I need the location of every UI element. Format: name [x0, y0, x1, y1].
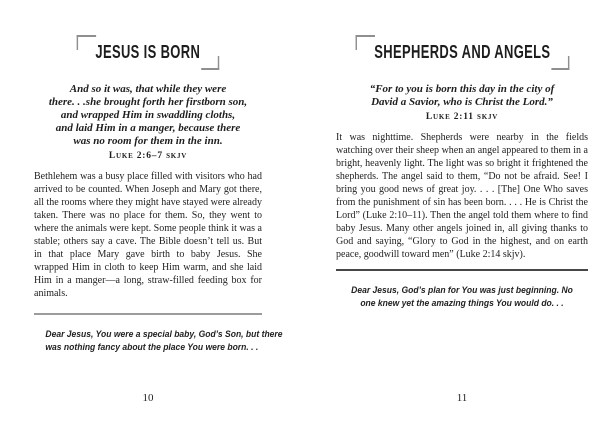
- chapter-title: [96, 42, 201, 62]
- divider-rule: [336, 269, 588, 271]
- prayer-line: Dear Jesus, God’s plan for You was just beginning. No: [351, 285, 573, 296]
- book-page-left: [34, 0, 283, 432]
- scripture-quote-line: there. . .she brought forth her firstborn son,: [48, 96, 248, 108]
- scripture-quote-line: was no room for them in the inn.: [73, 135, 223, 147]
- page-number: 11: [456, 392, 468, 404]
- prayer-text: [45, 328, 283, 354]
- prayer-line: was nothing fancy about the place You were born. . .: [45, 342, 259, 353]
- divider-rule: [34, 313, 262, 315]
- scripture-quote-line: “For to you is born this day in the city of: [369, 83, 555, 95]
- prayer-text: [349, 284, 576, 310]
- chapter-title-row: [336, 42, 588, 63]
- chapter-title-row: [34, 42, 262, 63]
- corner-bracket-top-left-icon: [77, 35, 96, 50]
- scripture-quote-line: and laid Him in a manger, because there: [55, 122, 241, 134]
- scripture-quote: [34, 83, 262, 148]
- prayer-line: Dear Jesus, You were a special baby, God’s Son, but there: [45, 329, 283, 340]
- scripture-quote-line: And so it was, that while they were: [69, 83, 227, 95]
- prayer-line: one knew yet the amazing things You would do. . .: [360, 298, 564, 309]
- chapter-title-text: SHEPHERDS AND ANGELS: [373, 42, 551, 62]
- chapter-title-text: JESUS IS BORN: [95, 42, 201, 62]
- book-page-right: [336, 0, 588, 432]
- chapter-title: [374, 42, 550, 62]
- scripture-quote: [336, 83, 588, 109]
- scripture-reference: Luke 2:6–7 skjv: [108, 151, 188, 161]
- corner-bracket-bottom-right-icon: [551, 56, 569, 70]
- corner-bracket-top-left-icon: [355, 35, 374, 50]
- scripture-quote-line: David a Savior, who is Christ the Lord.”: [371, 96, 553, 108]
- page-number: 10: [142, 392, 154, 404]
- story-paragraph: Bethlehem was a busy place filled with visitors who had arrived to be counted. When Joseph and Mary got there, all the rooms where they might have stayed were already taken. There was no place for them. So, they went to where the animals were kept. Some people think it was a stable; others say a cave. The Bible doesn’t tell us. But in that place Mary gave birth to baby Jesus. She wrapped Him in cloth to keep Him warm, and she laid Him in a manger—a long, straw-filled feeding box for animals.: [34, 171, 262, 299]
- scripture-reference: Luke 2:11 skjv: [425, 112, 499, 122]
- scripture-quote-line: and wrapped Him in swaddling cloths,: [60, 109, 236, 121]
- story-paragraph: It was nighttime. Shepherds were nearby in the fields watching over their sheep when an angel appeared to them in a bright, heavenly light. The light was so bright it frightened the shepherds. The angel said to them, “Do not be afraid. See! I bring you good news of great joy. . . . [The] One Who saves from the punishment of sin has been born. . . . He is Christ the Lord” (Luke 2:10–11). Then the angel told them where to find baby Jesus. Many other angels joined in, all giving thanks to God and saying, “Glory to God in the highest, and on earth peace, goodwill toward men” (Luke 2:14 skjv).: [336, 132, 588, 260]
- corner-bracket-bottom-right-icon: [201, 56, 219, 70]
